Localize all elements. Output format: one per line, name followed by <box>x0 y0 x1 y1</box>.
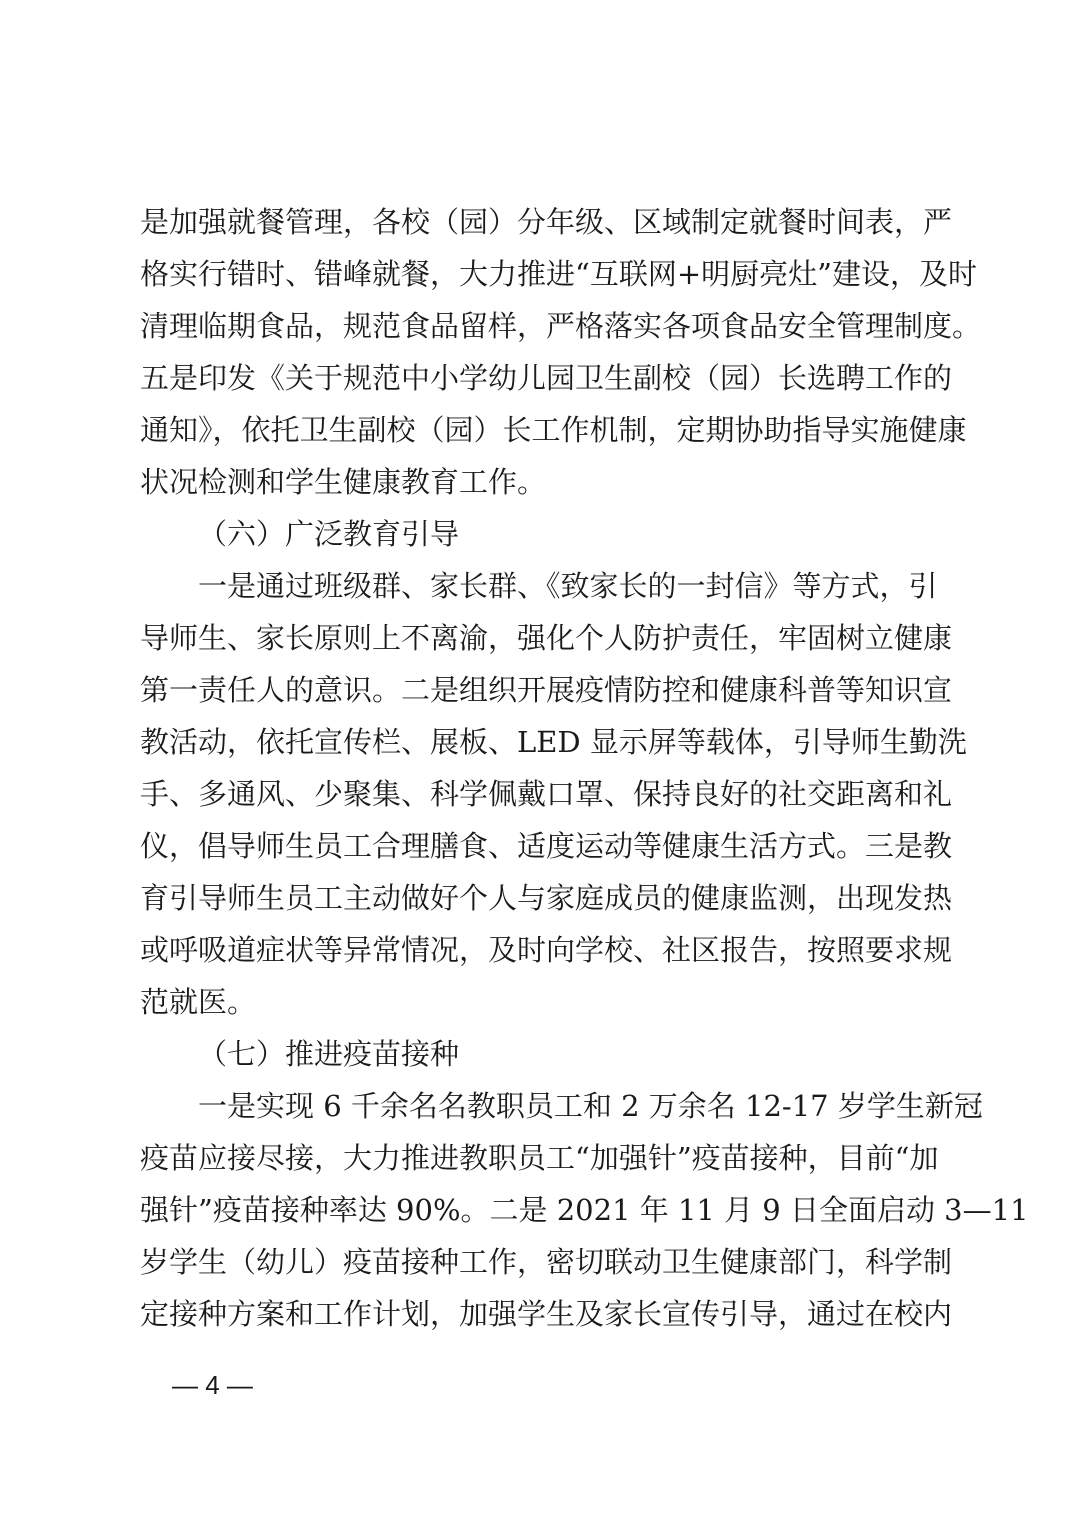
paragraph-start-line: 一是实现 6 千余名名教职员工和 2 万余名 12-17 岁学生新冠 <box>198 1089 983 1123</box>
body-line: 状况检测和学生健康教育工作。 <box>140 465 547 499</box>
body-line: 或呼吸道症状等异常情况，及时向学校、社区报告，按照要求规 <box>140 933 953 967</box>
body-line: 导师生、家长原则上不离渝，强化个人防护责任，牢固树立健康 <box>140 621 953 655</box>
section-heading-education: （六）广泛教育引导 <box>198 517 460 551</box>
body-line: 手、多通风、少聚集、科学佩戴口罩、保持良好的社交距离和礼 <box>140 777 953 811</box>
body-line: 疫苗应接尽接，大力推进教职员工“加强针”疫苗接种，目前“加 <box>140 1141 939 1175</box>
body-line: 格实行错时、错峰就餐，大力推进“互联网+明厨亮灶”建设，及时 <box>140 257 977 291</box>
page-number: — 4 — <box>172 1370 253 1400</box>
body-line: 范就医。 <box>140 985 257 1019</box>
paragraph-start-line: 一是通过班级群、家长群、《致家长的一封信》等方式，引 <box>198 569 938 603</box>
body-line: 岁学生（幼儿）疫苗接种工作，密切联动卫生健康部门，科学制 <box>140 1245 953 1279</box>
document-body <box>140 196 1029 1340</box>
body-line: 定接种方案和工作计划，加强学生及家长宣传引导，通过在校内 <box>140 1297 953 1331</box>
body-line: 第一责任人的意识。二是组织开展疫情防控和健康科普等知识宣 <box>140 673 953 707</box>
body-line: 强针”疫苗接种率达 90%。二是 2021 年 11 月 9 日全面启动 3—11 <box>140 1193 1029 1227</box>
section-heading-vaccination: （七）推进疫苗接种 <box>198 1037 460 1071</box>
body-line: 仪，倡导师生员工合理膳食、适度运动等健康生活方式。三是教 <box>140 829 953 863</box>
body-line: 通知》，依托卫生副校（园）长工作机制，定期协助指导实施健康 <box>140 413 967 447</box>
body-line: 教活动，依托宣传栏、展板、LED 显示屏等载体，引导师生勤洗 <box>140 725 967 759</box>
body-line: 清理临期食品，规范食品留样，严格落实各项食品安全管理制度。 <box>140 309 982 343</box>
body-line: 育引导师生员工主动做好个人与家庭成员的健康监测，出现发热 <box>140 881 953 915</box>
body-line: 是加强就餐管理，各校（园）分年级、区域制定就餐时间表，严 <box>140 205 953 239</box>
body-line: 五是印发《关于规范中小学幼儿园卫生副校（园）长选聘工作的 <box>140 361 953 395</box>
